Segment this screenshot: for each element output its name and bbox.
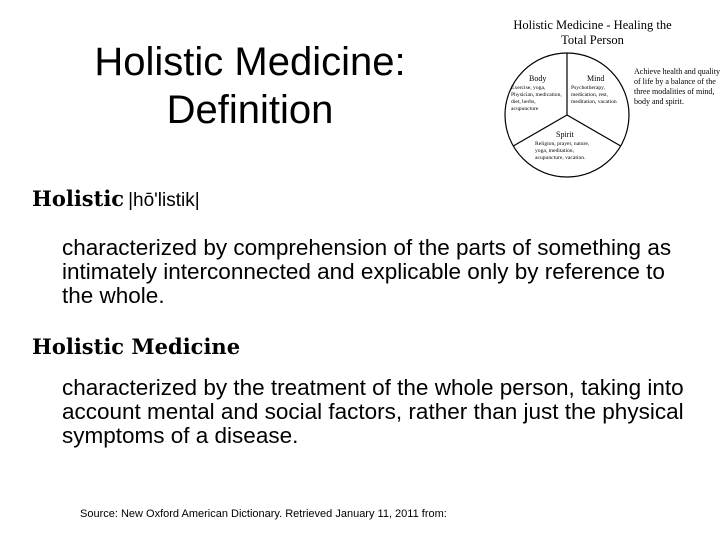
spirit-text: Religion, prayer, nature, yoga, meditation, acupuncture, vacation. xyxy=(535,141,590,161)
slide-title xyxy=(40,38,460,134)
body-text: Exercise, yoga, Physician, medication, diet, herbs, acupuncture xyxy=(511,85,562,112)
spirit-label: Spirit xyxy=(556,130,574,139)
slide-title-line-1: Holistic Medicine: xyxy=(94,40,406,84)
mind-label: Mind xyxy=(587,74,605,83)
slide-title-line-2: Definition xyxy=(166,88,334,132)
term-label: Holistic xyxy=(32,186,125,211)
term-holistic xyxy=(32,186,200,212)
balance-note: Achieve health and quality of life by a balance of the three modalities of mind, body and spirit. xyxy=(634,67,720,106)
holistic-diagram xyxy=(495,18,720,178)
diagram-title-line-1: Holistic Medicine - Healing the xyxy=(513,18,672,32)
definition-holistic-medicine: characterized by the treatment of the whole person, taking into account mental and social factors, rather than just the physical symptoms of a disease. xyxy=(62,375,684,448)
term-holistic-medicine xyxy=(32,334,240,359)
pronunciation: |hō'listik| xyxy=(128,190,200,211)
definition-holistic: characterized by comprehension of the parts of something as intimately interconnected and explicable only by reference to the whole. xyxy=(62,235,672,308)
source-citation: Source: New Oxford American Dictionary. Retrieved January 11, 2011 from: xyxy=(80,508,447,520)
term-label: Holistic Medicine xyxy=(32,334,241,359)
mind-text: Psychotherapy, medication, rest, meditation, vacation xyxy=(571,85,617,105)
body-label: Body xyxy=(529,74,547,83)
diagram-title-line-2: Total Person xyxy=(561,33,624,47)
